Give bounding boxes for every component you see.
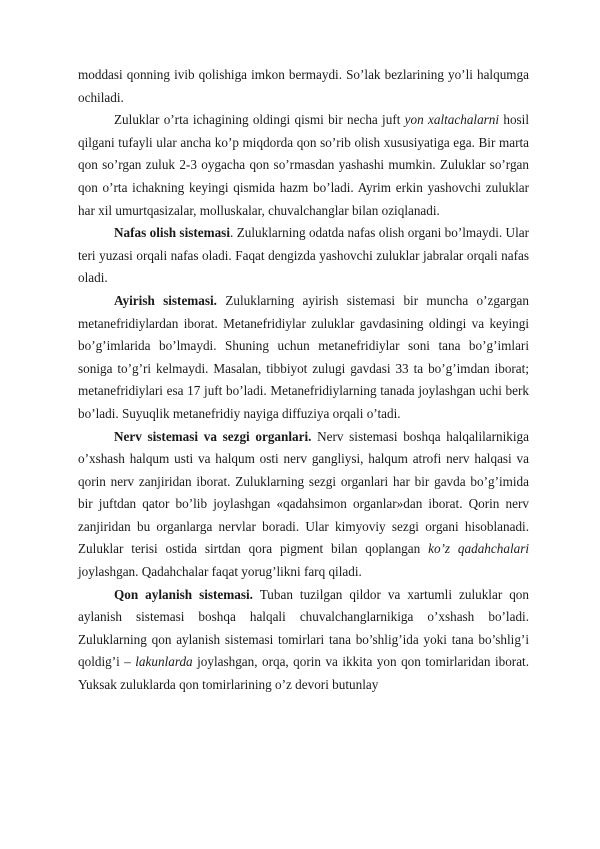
body-text xyxy=(78,64,529,697)
italic-term: yon xaltachalarni xyxy=(404,112,500,128)
text-run: Nerv sistemasi boshqa halqalilarnikiga o’xshash halqum usti va halqum osti nerv gangliysi, halqum atrofi nerv halqasi va qorin nerv zanjiridan iborat. Zuluklarning sezgi organlari har bir gavda bo’g’imida bir juftdan qator bo’lib joylashgan «qadahsimon organlar»dan iborat. Qorin nerv zanjiridan bu organlarga nervlar boradi. Ular kimyoviy sezgi organi hisoblanadi. Zuluklar terisi ostida sirtdan qora pigment bilan qoplangan xyxy=(78,428,529,557)
text-run: Zuluklar o’rta ichagining oldingi qismi bir necha juft xyxy=(114,112,405,128)
section-heading: Qon aylanish sistemasi. xyxy=(114,586,253,602)
italic-term: ko’z qadahchalari xyxy=(428,541,529,557)
section-heading: Nafas olish sistemasi xyxy=(114,225,230,241)
paragraph xyxy=(78,109,529,222)
paragraph xyxy=(78,584,529,697)
section-heading: Ayirish sistemasi. xyxy=(114,292,217,308)
paragraph xyxy=(78,426,529,584)
text-run: Tuban tuzilgan qildor va xartumli zuluklar qon aylanish sistemasi boshqa halqali chuvalchanglarnikiga o’xshash bo’ladi. Zuluklarning qon aylanish sistemasi tomirlari tana bo’shlig’ida yoki tana bo’shlig’i qoldig’i – xyxy=(78,586,529,670)
text-run: joylashgan. Qadahchalar faqat yorug’likni farq qiladi. xyxy=(78,564,362,580)
text-run: joylashgan, orqa, qorin va ikkita yon qon tomirlaridan iborat. Yuksak zuluklarda qon tomirlarining o’z devori butunlay xyxy=(78,654,530,693)
paragraph xyxy=(78,64,529,109)
paragraph xyxy=(78,222,529,290)
paragraph xyxy=(78,290,529,426)
text-run: . Zuluklarning odatda nafas olish organi bo’lmaydi. Ular teri yuzasi orqali nafas oladi. Faqat dengizda yashovchi zuluklar jabralar orqali nafas oladi. xyxy=(78,225,529,286)
section-heading: Nerv sistemasi va sezgi organlari. xyxy=(114,428,312,444)
text-run: moddasi qonning ivib qolishiga imkon bermaydi. So’lak bezlarining yo’li halqumga ochiladi. xyxy=(78,67,529,105)
text-run: hosil qilgani tufayli ular ancha ko’p miqdorda qon so’rib olish xususiyatiga ega. Bir marta qon so’rgan zuluk 2-3 oygacha qon so’rmasdan yashashi mumkin. Zuluklar so’rgan qon o’rta ichakning keyingi qismida hazm bo’ladi. Ayrim erkin yashovchi zuluklar har xil umurtqasizalar, molluskalar, chuvalchanglar bilan oziqlanadi. xyxy=(78,112,529,218)
text-run: Zuluklarning ayirish sistemasi bir muncha o’zgargan metanefridiylardan iborat. Metanefridiylar zuluklar gavdasining oldingi va keyingi bo’g’imlarida bo’lmaydi. Shuning uchun metanefridiylar soni tana bo’g’imlari soniga to’g’ri kelmaydi. Masalan, tibbiyot zulugi gavdasi 33 ta bo’g’imdan iborat; metanefridiylari esa 17 juft bo’ladi. Metanefridiylarning tanada joylashgan uchi berk bo’ladi. Suyuqlik metanefridiy nayiga diffuziya orqali o’tadi. xyxy=(78,292,529,421)
italic-term: lakunlarda xyxy=(135,654,193,670)
